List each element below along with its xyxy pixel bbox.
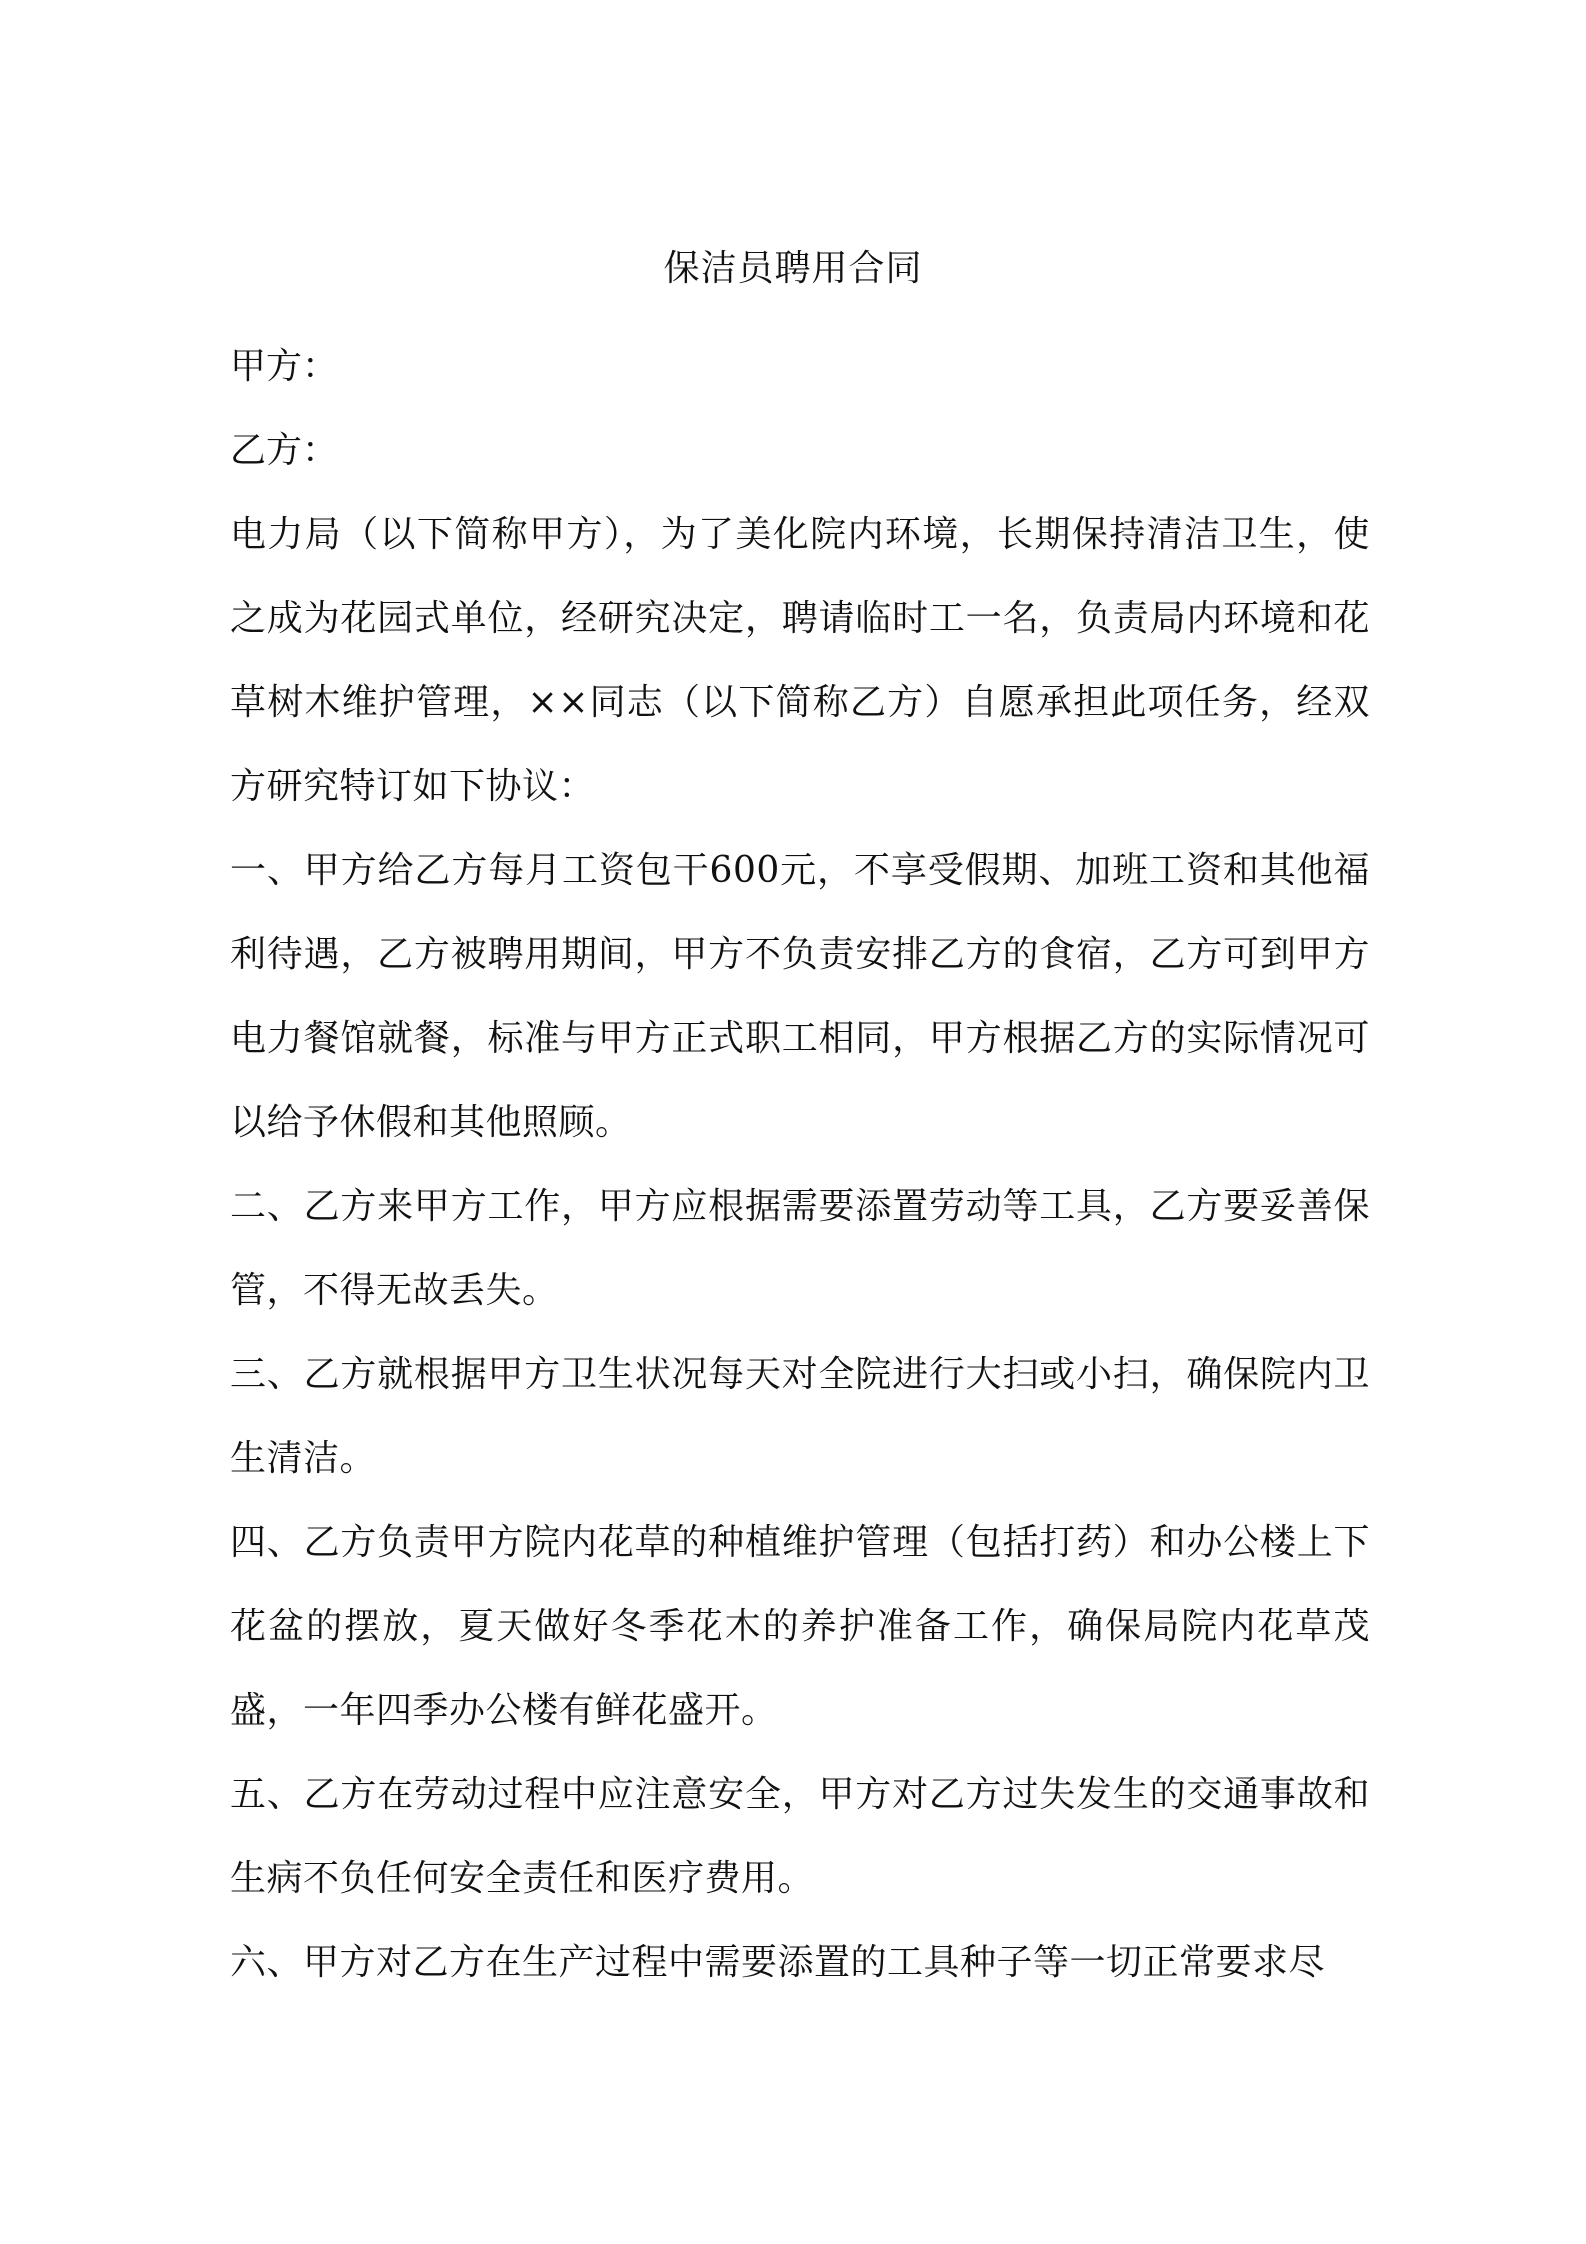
party-b-line: 乙方： xyxy=(230,430,339,471)
clause-5: 五、乙方在劳动过程中应注意安全，甲方对乙方过失发生的交通事故和生病不负任何安全责任和医疗费用。 xyxy=(230,1774,1370,1899)
clause-6: 六、甲方对乙方在生产过程中需要添置的工具种子等一切正常要求尽 xyxy=(230,1942,1326,1983)
clause-4: 四、乙方负责甲方院内花草的种植维护管理（包括打药）和办公楼上下花盆的摆放，夏天做好冬季花木的养护准备工作，确保局院内花草茂盛，一年四季办公楼有鲜花盛开。 xyxy=(230,1522,1370,1731)
party-a-line: 甲方： xyxy=(230,346,339,387)
intro-paragraph: 电力局（以下简称甲方），为了美化院内环境，长期保持清洁卫生，使之成为花园式单位，经研究决定，聘请临时工一名，负责局内环境和花草树木维护管理，××同志（以下简称乙方）自愿承担此项任务，经双方研究特订如下协议： xyxy=(230,514,1370,807)
clause-2: 二、乙方来甲方工作，甲方应根据需要添置劳动等工具，乙方要妥善保管，不得无故丢失。 xyxy=(230,1186,1370,1311)
document-body xyxy=(230,325,1370,2005)
clause-3: 三、乙方就根据甲方卫生状况每天对全院进行大扫或小扫，确保院内卫生清洁。 xyxy=(230,1354,1370,1479)
document-title: 保洁员聘用合同 xyxy=(663,248,923,289)
clause-1: 一、甲方给乙方每月工资包干600元，不享受假期、加班工资和其他福利待遇，乙方被聘用期间，甲方不负责安排乙方的食宿，乙方可到甲方电力餐馆就餐，标准与甲方正式职工相同，甲方根据乙方的实际情况可以给予休假和其他照顾。 xyxy=(230,850,1370,1143)
